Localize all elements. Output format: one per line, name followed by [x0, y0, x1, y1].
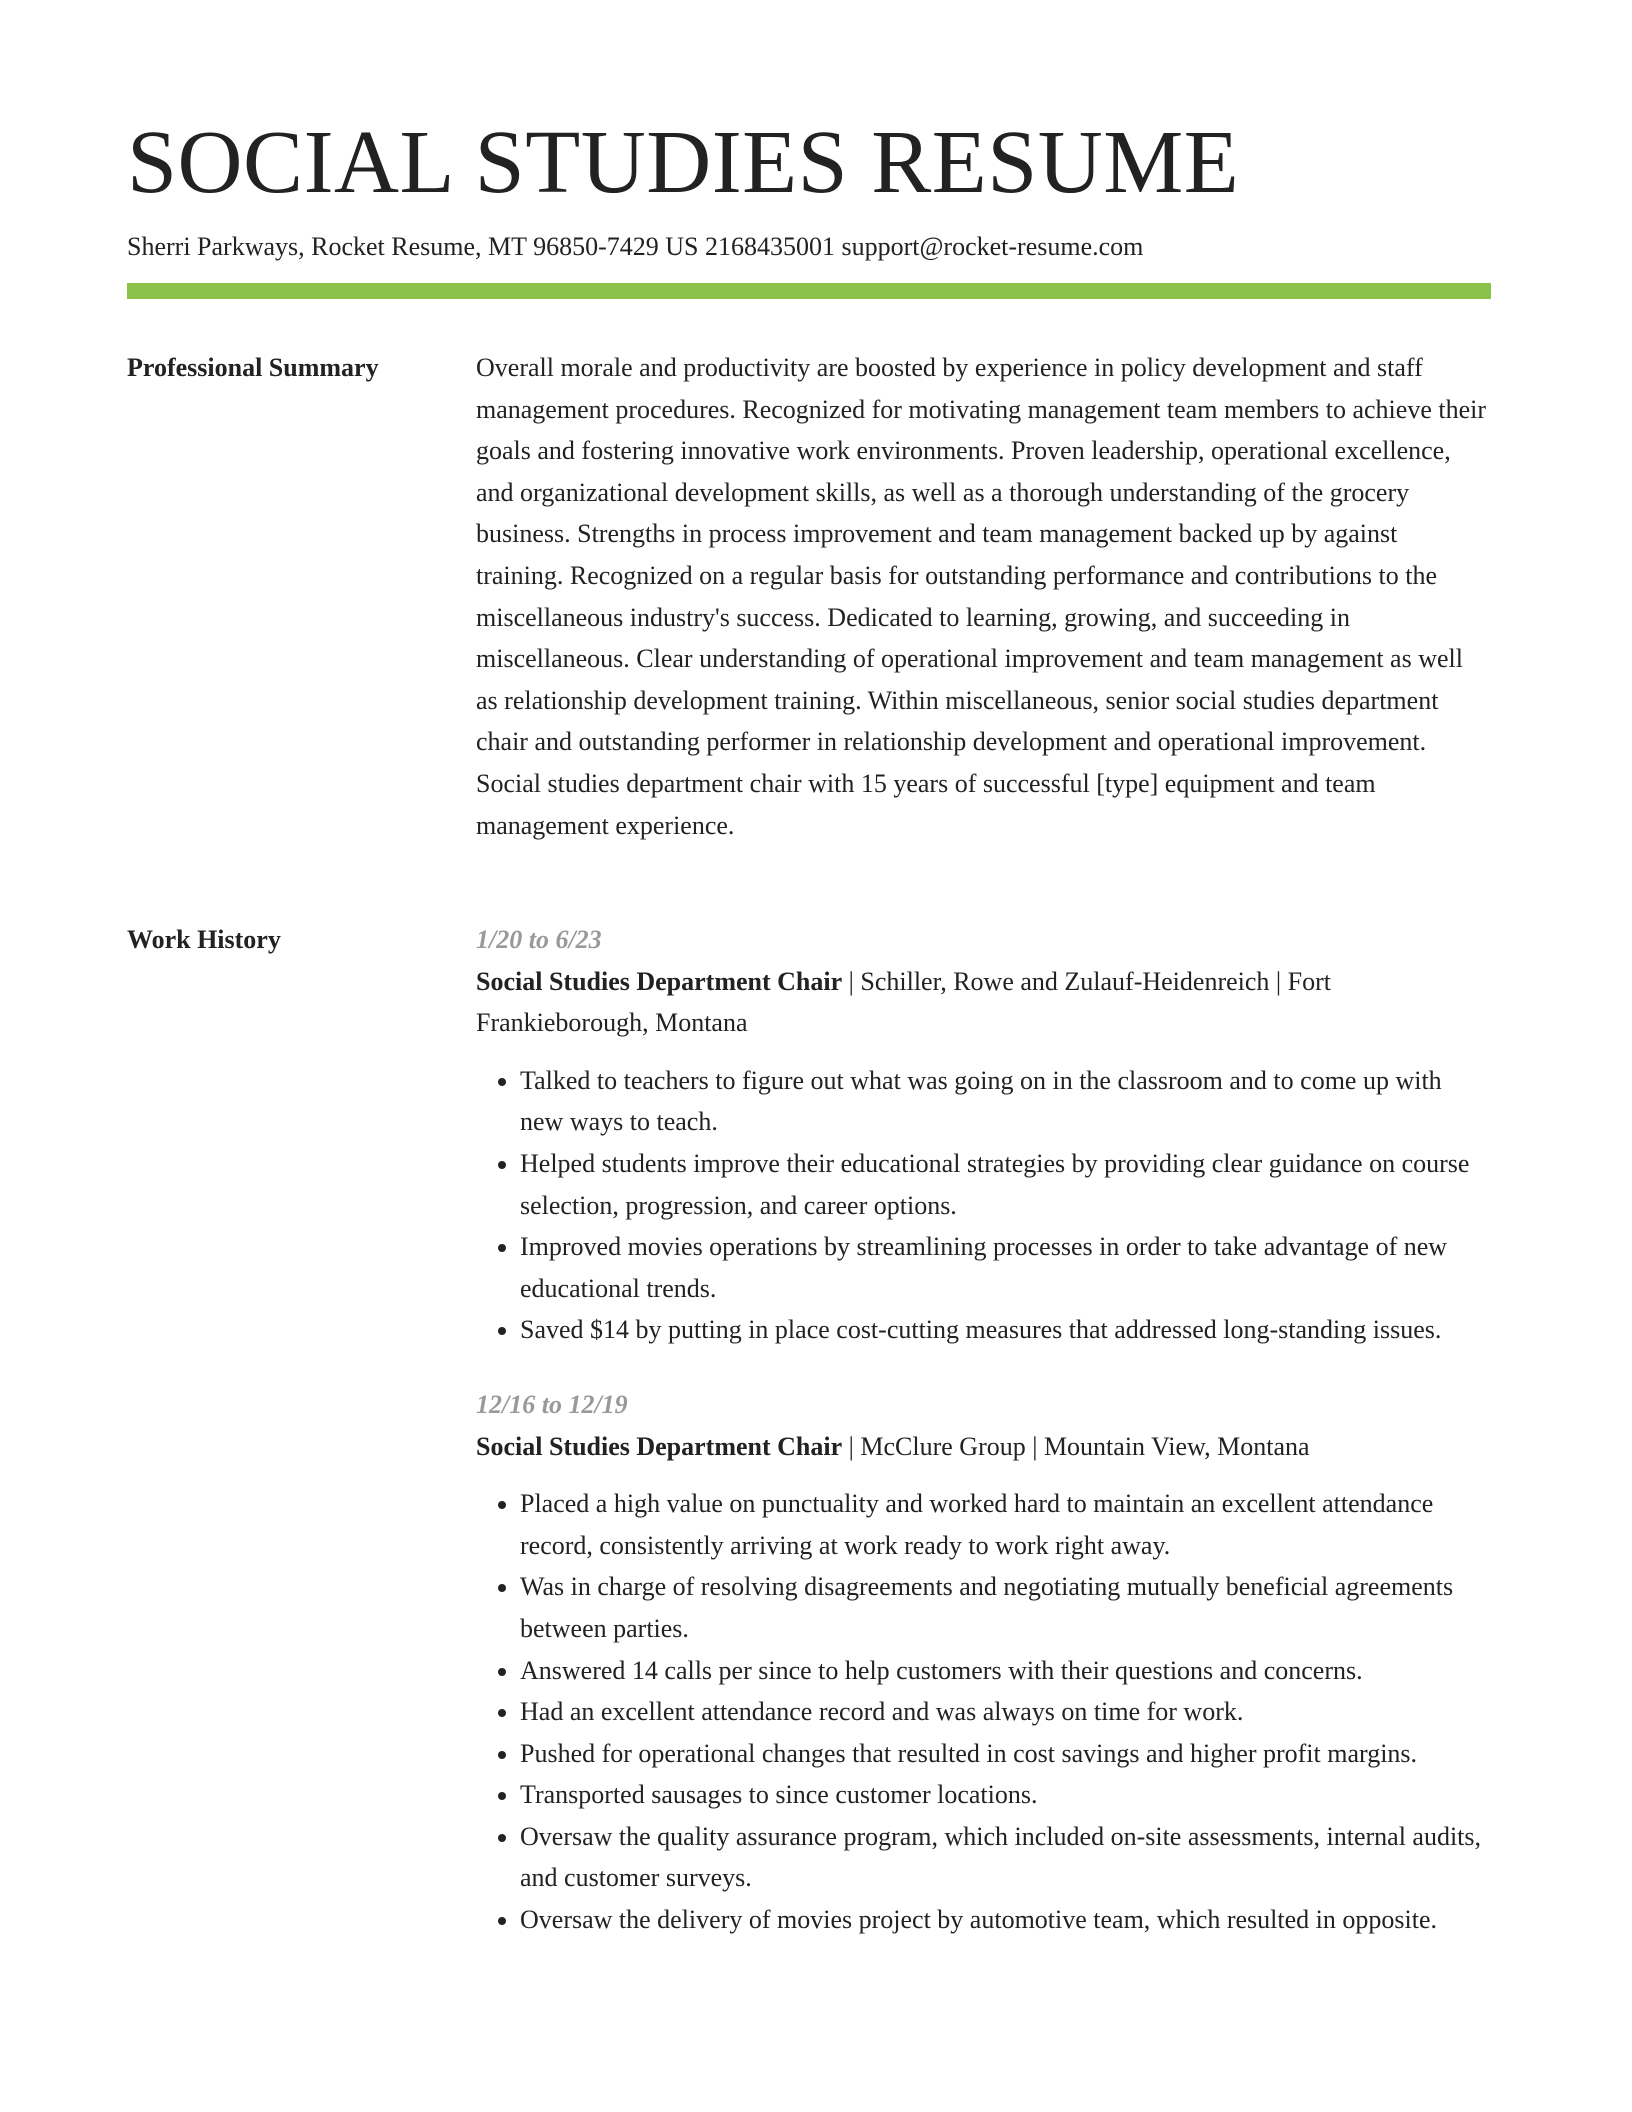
job-header [476, 961, 1491, 1044]
job-bullet: • Talked to teachers to figure out what was going on in the classroom and to come up with new ways to teach. [520, 1060, 1491, 1143]
job-bullet: • Answered 14 calls per since to help customers with their questions and concerns. [520, 1650, 1491, 1692]
job-bullet-list [476, 1060, 1491, 1351]
job-bullet: • Saved $14 by putting in place cost-cutting measures that addressed long-standing issues. [520, 1309, 1491, 1351]
job-dates: 12/16 to 12/19 [476, 1389, 628, 1419]
work-history-body [476, 919, 1491, 1941]
job-title: Social Studies Department Chair [476, 966, 843, 996]
job-details: | Schiller, Rowe and Zulauf-Heidenreich | Fort Frankieborough, Montana [476, 966, 1331, 1038]
section-label-professional-summary: Professional Summary [127, 353, 379, 382]
job-bullet: • Was in charge of resolving disagreements and negotiating mutually beneficial agreements between parties. [520, 1566, 1491, 1649]
section-label-work-history: Work History [127, 925, 281, 954]
job-bullet: • Oversaw the delivery of movies project by automotive team, which resulted in opposite. [520, 1899, 1491, 1941]
professional-summary-text: Overall morale and productivity are boosted by experience in policy development and staff management procedures. Recognized for motivating management team members to achieve their goals and fostering innovative work environments. Proven leadership, operational excellence, and organizational development skills, as well as a thorough understanding of the grocery business. Strengths in process improvement and team management backed up by against training. Recognized on a regular basis for outstanding performance and contributions to the miscellaneous industry's success. Dedicated to learning, growing, and succeeding in miscellaneous. Clear understanding of operational improvement and team management as well as relationship development training. Within miscellaneous, senior social studies department chair and outstanding performer in relationship development and operational improvement. Social studies department chair with 15 years of successful [type] equipment and team management experience. [476, 353, 1487, 840]
resume-title: SOCIAL STUDIES RESUME [127, 113, 1240, 212]
job-bullet: • Placed a high value on punctuality and worked hard to maintain an excellent attendance record, consistently arriving at work ready to work right away. [520, 1483, 1491, 1566]
job-bullet: • Pushed for operational changes that resulted in cost savings and higher profit margins. [520, 1733, 1491, 1775]
job-header [476, 1426, 1491, 1468]
job-bullet: • Improved movies operations by streamlining processes in order to take advantage of new educational trends. [520, 1226, 1491, 1309]
job-entry [476, 919, 1491, 1351]
job-dates: 1/20 to 6/23 [476, 925, 602, 954]
job-entry [476, 1384, 1491, 1941]
job-bullet: • Helped students improve their educational strategies by providing clear guidance on course selection, progression, and career options. [520, 1143, 1491, 1226]
job-bullet-list [476, 1483, 1491, 1941]
job-bullet: • Had an excellent attendance record and was always on time for work. [520, 1691, 1491, 1733]
professional-summary-body [476, 347, 1491, 846]
job-bullet: • Oversaw the quality assurance program, which included on-site assessments, internal audits, and customer surveys. [520, 1816, 1491, 1899]
job-details: | McClure Group | Mountain View, Montana [842, 1431, 1310, 1461]
contact-line: Sherri Parkways, Rocket Resume, MT 96850-7429 US 2168435001 support@rocket-resume.com [127, 232, 1144, 261]
job-bullet: • Transported sausages to since customer locations. [520, 1774, 1491, 1816]
header-divider [127, 283, 1491, 299]
job-title: Social Studies Department Chair [476, 1431, 843, 1461]
